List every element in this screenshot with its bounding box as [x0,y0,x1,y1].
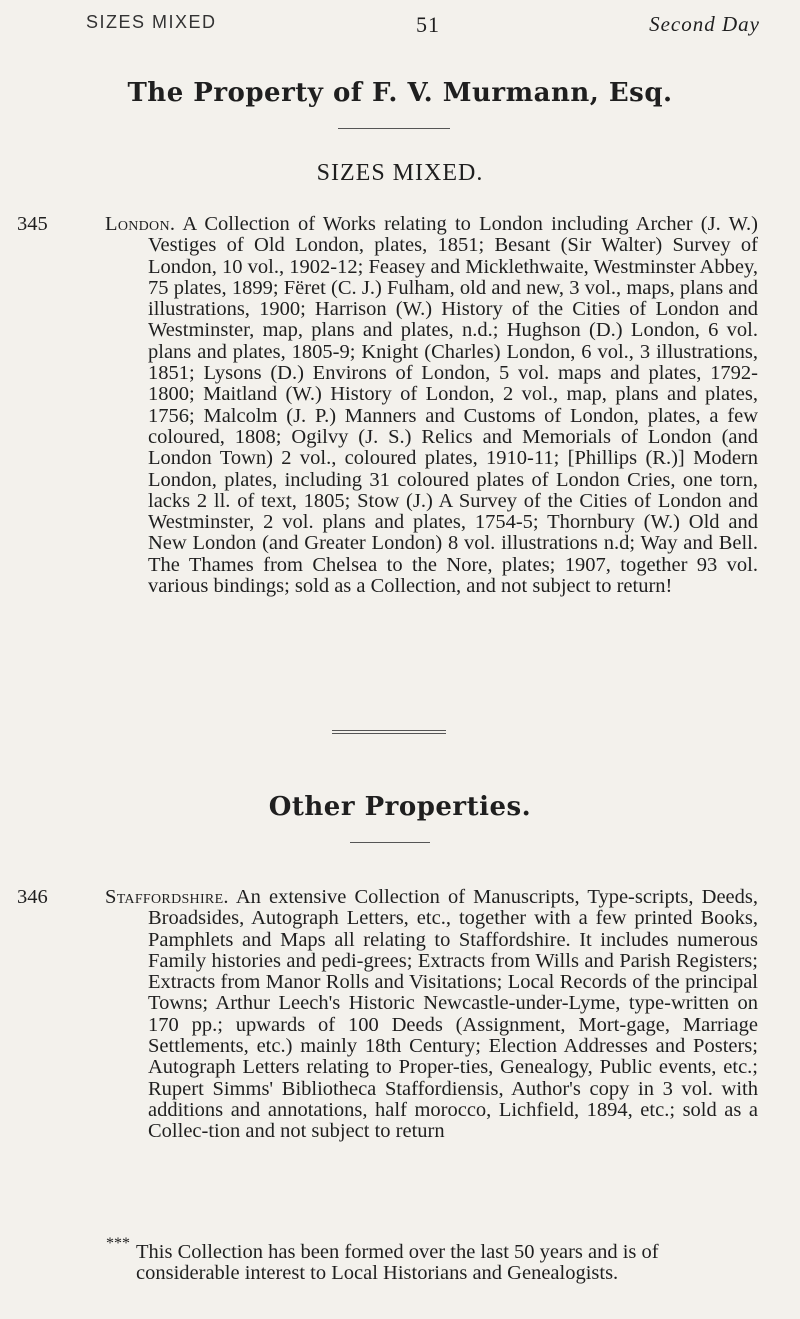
running-head-day: Second Day [649,12,760,36]
divider [338,128,450,129]
lot-heading: London. [105,213,176,235]
note-text: This Collection has been formed over the last 50 years and is of considerable interest to Local Historians and Genealogists. [136,1241,659,1285]
running-head [86,12,760,42]
footnote [106,1235,760,1285]
lot-number: 345 [17,213,48,235]
lot-entry [17,886,758,1143]
divider [350,842,430,843]
note-marker: *** [106,1235,130,1252]
lot-description [105,886,758,1143]
lot-text: An extensive Collection of Manuscripts, Type-scripts, Deeds, Broadsides, Autograph Letters, etc., together with a few printed Books, Pamphlets and Maps all relating to Staffordshire. It includes numerous Family histories and pedi-grees; Extracts from Wills and Parish Registers; Extracts from Manor Rolls and Visitations; Local Records of the principal Towns; Arthur Leech's Historic Newcastle-under-Lyme, type-written on 170 pp.; upwards of 100 Deeds (Assignment, Mort-gage, Marriage Settlements, etc.) mainly 18th Century; Election Addresses and Posters; Autograph Letters relating to Proper-ties, Genealogy, Public events, etc.; Rupert Simms' Bibliotheca Staffordiensis, Author's copy in 3 vol. with additions and annotations, half morocco, Lichfield, 1894, etc.; sold as a Collec-tion and not subject to return [148,886,758,1143]
property-title: The Property of F. V. Murmann, Esq. [127,78,673,108]
running-head-section: SIZES MIXED [86,12,217,32]
page-number: 51 [416,12,440,37]
section-heading: SIZES MIXED. [316,160,484,186]
lot-text: A Collection of Works relating to London including Archer (J. W.) Vestiges of Old London, plates, 1851; Besant (Sir Walter) Survey of London, 10 vol., 1902-12; Feasey and Micklethwaite, Westminster Abbey, 75 plates, 1899; Fëret (C. J.) Fulham, old and new, 3 vol., maps, plans and illustrations, 1900; Harrison (W.) History of the Cities of London and Westminster, map, plans and plates, n.d.; Hughson (D.) London, 6 vol. plans and plates, 1805-9; Knight (Charles) London, 6 vol., 3 illustrations, 1851; Lysons (D.) Environs of London, 5 vol. maps and plates, 1792-1800; Maitland (W.) History of London, 2 vol., map, plans and plates, 1756; Malcolm (J. P.) Manners and Customs of London, plates, a few coloured, 1808; Ogilvy (J. S.) Relics and Memorials of London (and London Town) 2 vol., coloured plates, 1910-11; [Phillips (R.)] Modern London, plates, including 31 coloured plates of London Cries, one torn, lacks 2 ll. of text, 1805; Stow (J.) A Survey of the Cities of London and Westminster, 2 vol. plans and plates, 1754-5; Thornbury (W.) Old and New London (and Greater London) 8 vol. illustrations n.d; Way and Bell. The Thames from Chelsea to the Nore, plates; 1907, together 93 vol. various bindings; sold as a Collection, and not subject to return! [148,213,759,598]
lot-description [105,213,759,598]
divider [332,730,446,731]
lot-number: 346 [17,886,48,908]
lot-heading: Staffordshire. [105,886,229,908]
lot-entry [17,213,759,598]
divider [332,733,446,734]
other-properties-title: Other Properties. [268,792,532,822]
